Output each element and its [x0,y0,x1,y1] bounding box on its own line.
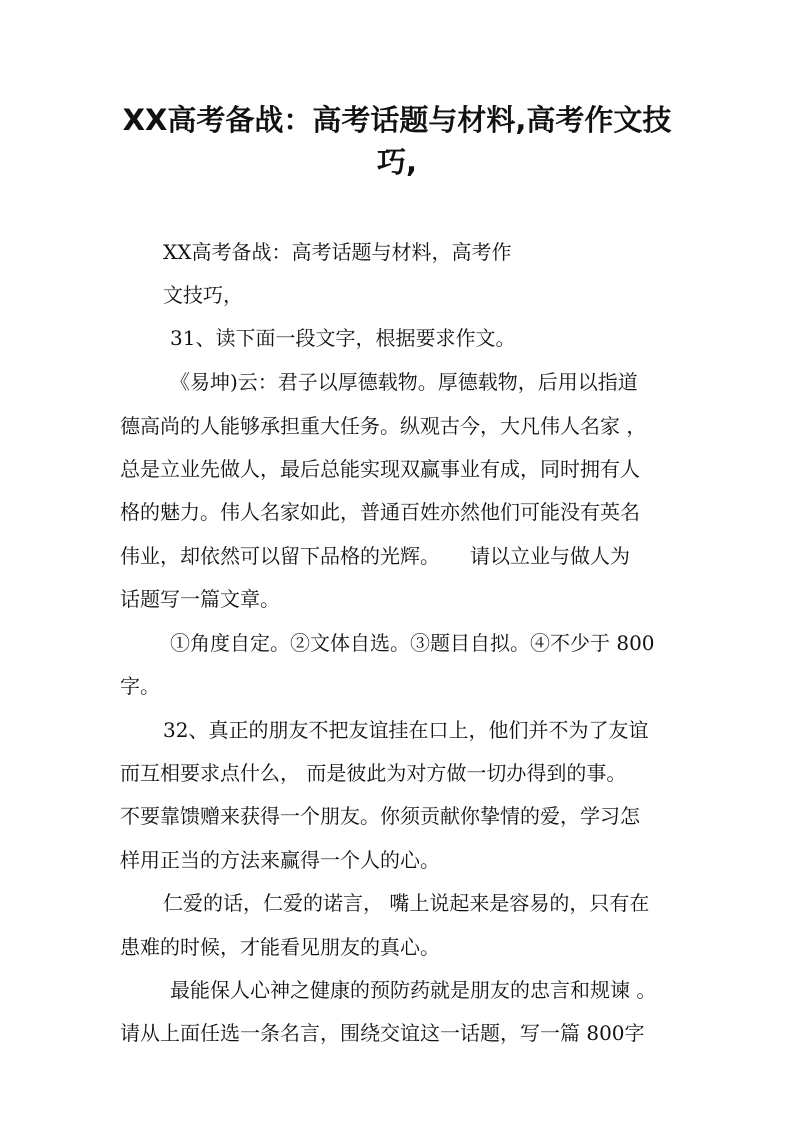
body-line: 患难的时候，才能看见朋友的真心。 [120,935,440,959]
body-line: 不要靠馈赠来获得一个朋友。你须贡献你挚情的爱，学习怎 [120,804,640,828]
body-line: 文技巧， [163,283,243,307]
body-line: 而互相要求点什么， 而是彼此为对方做一切办得到的事。 [120,761,627,785]
body-line: 伟业，却依然可以留下品格的光辉。 请以立业与做人为 [120,544,630,568]
document-title-line-1: XX高考备战：高考话题与材料,高考作文技 [122,103,672,137]
body-line: 总是立业先做人，最后总能实现双赢事业有成，同时拥有人 [120,457,640,481]
document-title-line-2: 巧, [376,145,418,179]
body-line: 请从上面任选一条名言，围绕交谊这一话题，写一篇 800字 [120,1021,645,1045]
body-line: 最能保人心神之健康的预防药就是朋友的忠言和规谏 。 [170,978,657,1002]
body-line: ①角度自定。②文体自选。③题目自拟。④不少于 800 [170,631,655,655]
body-line: XX高考备战：高考话题与材料，高考作 [163,240,512,264]
body-line: 德高尚的人能够承担重大任务。纵观古今，大凡伟人名家 ， [120,414,647,438]
body-line: 31、读下面一段文字，根据要求作文。 [170,326,516,350]
body-line: 字。 [120,674,160,698]
body-line: 格的魅力。伟人名家如此，普通百姓亦然他们可能没有英名 [120,500,640,524]
body-line: 仁爱的话，仁爱的诺言， 嘴上说起来是容易的，只有在 [163,891,650,915]
body-line: 话题写一篇文章。 [120,587,280,611]
body-line: 样用正当的方法来赢得一个人的心。 [120,848,440,872]
body-line: 《易坤)云：君子以厚德载物。厚德载物，后用以指道 [170,370,638,394]
body-line: 32、真正的朋友不把友谊挂在口上，他们并不为了友谊 [163,718,649,742]
